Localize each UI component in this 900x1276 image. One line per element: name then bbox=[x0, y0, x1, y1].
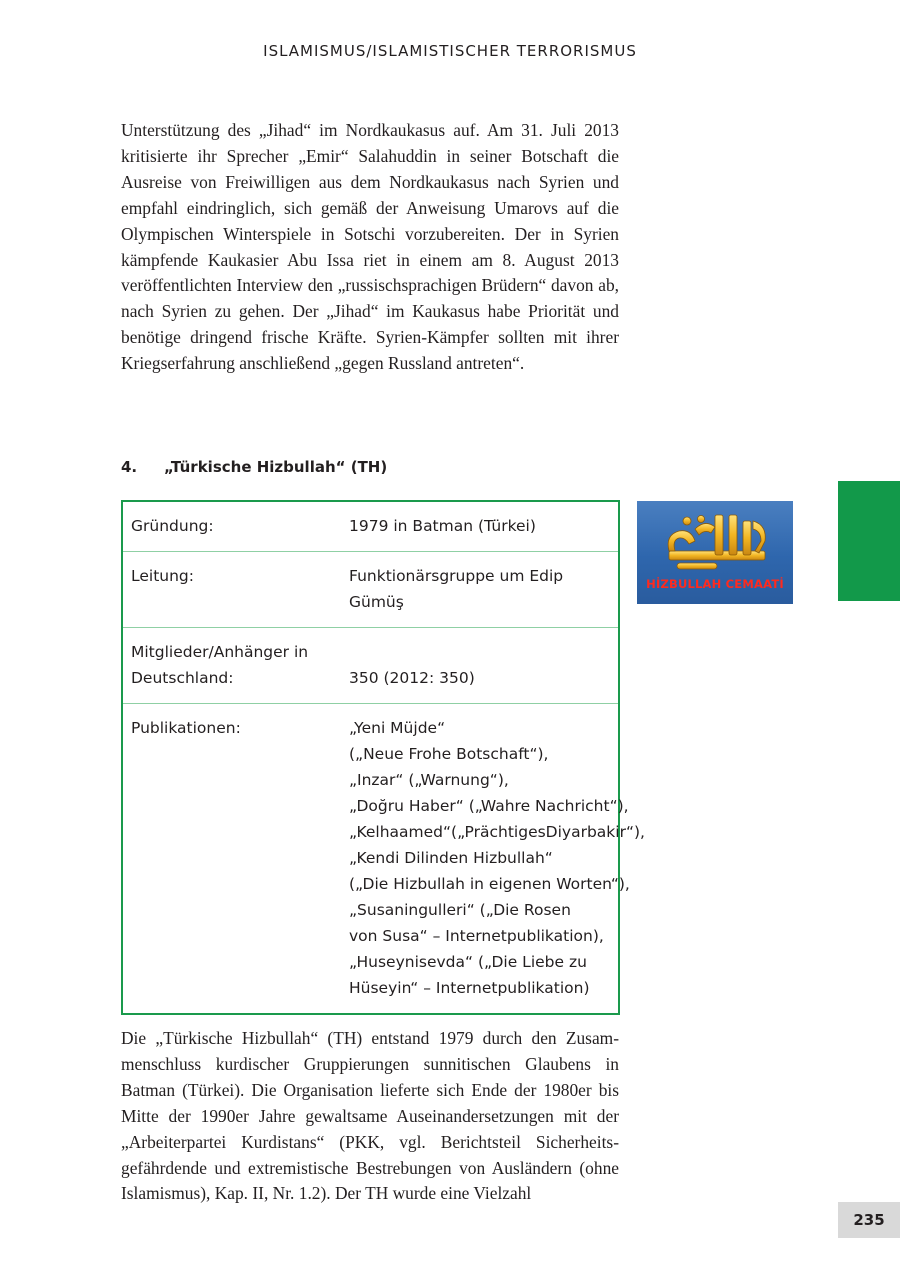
publications-list bbox=[349, 715, 645, 1001]
publication-line: „Yeni Müjde“ bbox=[349, 719, 446, 737]
hizbullah-logo-icon bbox=[657, 507, 773, 577]
fact-row-publications bbox=[123, 703, 645, 1013]
fact-box bbox=[121, 500, 645, 1015]
publication-line: „Kelhaamed“(„PrächtigesDiyarbakir“), bbox=[349, 823, 645, 841]
running-head: ISLAMISMUS/ISLAMISTISCHER TERRORISMUS bbox=[263, 42, 637, 60]
intro-paragraph: Unterstützung des „Jihad“ im Nordkaukasus auf. Am 31. Juli 2013 kritisierte ihr Sprecher „Emir“ Salahuddin in seiner Botschaft die Ausreise von Freiwilligen aus dem Nordkaukasus nach Syrien und empfahl eindringlich, sich gemäß der Anweisung Umarovs auf die Olympischen Winterspiele in Sotschi vorzubereiten. Der in Syrien kämpfende Kaukasier Abu Issa riet in einem am 8. August 2013 veröffentlichten Interview den „russischsprachigen Brüdern“ davon ab, nach Syrien zu gehen. Der „Jihad“ im Kaukasus habe Priorität und benötige dringend frische Kräfte. Syrien-Kämpfer sollten mit ihrer Kriegserfahrung anschließend „gegen Russland antreten“. bbox=[121, 120, 619, 374]
body-paragraph: Die „Türkische Hizbullah“ (TH) entstand 1979 durch den Zusammenschluss kurdischer Gruppierungen sunnitischen Glaubens in Batman (Türkei). Die Organisation lieferte sich Ende der 1980er bis Mitte der 1990er Jahre gewaltsame Auseinandersetzungen mit der „Arbeiterpartei Kurdistans“ (PKK, vgl. Berichtsteil Sicherheitsgefährdende und extremistische Bestrebungen von Ausländern (ohne Islamismus), Kap. II, Nr. 1.2). Der TH wurde eine Vielzahl bbox=[121, 1028, 619, 1204]
publications-label: Publikationen: bbox=[131, 719, 241, 737]
publication-line: „Kendi Dilinden Hizbullah“ bbox=[349, 849, 553, 867]
founding-value: 1979 in Batman (Türkei) bbox=[349, 517, 536, 535]
section-number: 4. bbox=[121, 458, 138, 476]
members-label: Mitglieder/Anhänger in Deutschland: bbox=[131, 643, 309, 687]
publication-line: („Neue Frohe Botschaft“), bbox=[349, 745, 549, 763]
members-value: 350 (2012: 350) bbox=[349, 669, 475, 687]
section-title: „Türkische Hizbullah“ (TH) bbox=[164, 458, 388, 476]
founding-label: Gründung: bbox=[131, 517, 214, 535]
page-number: 235 bbox=[838, 1202, 900, 1238]
publication-line: („Die Hizbullah in eigenen Worten“), bbox=[349, 875, 630, 893]
logo-caption: HİZBULLAH CEMAATİ bbox=[646, 577, 784, 591]
publication-line: Hüseyin“ – Internetpublikation) bbox=[349, 979, 590, 997]
publication-line: „Susaningulleri“ („Die Rosen bbox=[349, 901, 571, 919]
publication-line: von Susa“ – Internetpublikation), bbox=[349, 927, 604, 945]
fact-row-founding bbox=[123, 502, 618, 551]
chapter-side-tab bbox=[838, 481, 900, 601]
section-heading bbox=[121, 458, 387, 476]
leadership-value: Funktionärsgruppe um Edip Gümüş bbox=[349, 567, 564, 611]
fact-row-leadership bbox=[123, 551, 618, 627]
fact-row-members bbox=[123, 627, 618, 703]
hizbullah-logo bbox=[637, 501, 793, 604]
publication-line: „Doğru Haber“ („Wahre Nachricht“), bbox=[349, 797, 629, 815]
publication-line: „Huseynisevda“ („Die Liebe zu bbox=[349, 953, 587, 971]
leadership-label: Leitung: bbox=[131, 567, 194, 585]
publication-line: „Inzar“ („Warnung“), bbox=[349, 771, 509, 789]
